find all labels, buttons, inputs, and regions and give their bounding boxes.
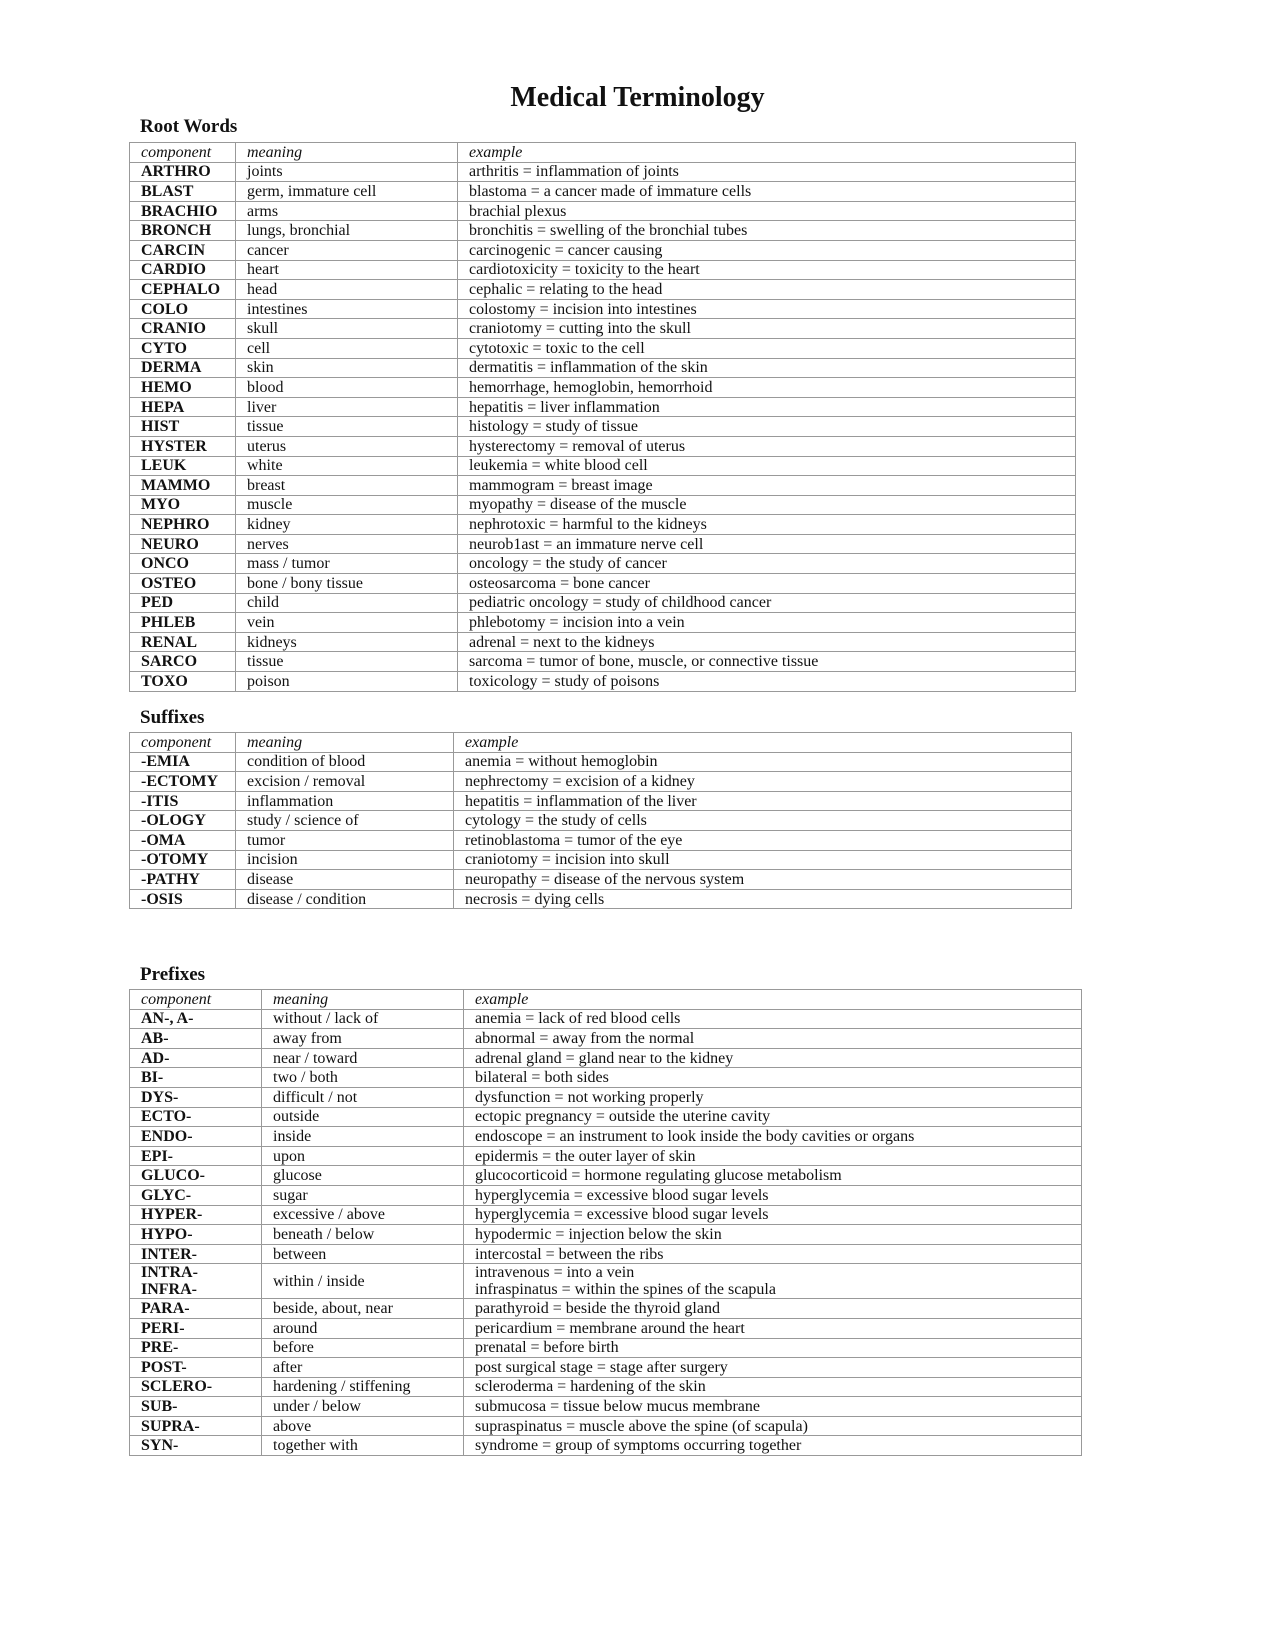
table-row	[130, 830, 1072, 850]
table-header-row	[130, 990, 1082, 1010]
example-cell: hepatitis = liver inflammation	[458, 397, 1076, 417]
table-row	[130, 534, 1076, 554]
component-cell: AD-	[130, 1048, 262, 1068]
component-cell: BRONCH	[130, 221, 236, 241]
table-row	[130, 1358, 1082, 1378]
table-row	[130, 1068, 1082, 1088]
meaning-cell: near / toward	[262, 1048, 464, 1068]
column-header-example: example	[464, 990, 1082, 1010]
example-cell: nephrectomy = excision of a kidney	[454, 772, 1072, 792]
table-row	[130, 162, 1076, 182]
example-cell: sarcoma = tumor of bone, muscle, or connective tissue	[458, 652, 1076, 672]
component-cell: HYSTER	[130, 436, 236, 456]
column-header-meaning: meaning	[262, 990, 464, 1010]
meaning-cell: outside	[262, 1107, 464, 1127]
component-cell: SUB-	[130, 1397, 262, 1417]
meaning-cell: incision	[236, 850, 454, 870]
table-row	[130, 260, 1076, 280]
example-cell: hyperglycemia = excessive blood sugar levels	[464, 1205, 1082, 1225]
component-cell: -ITIS	[130, 791, 236, 811]
suffixes-rows	[130, 752, 1072, 909]
meaning-cell: excision / removal	[236, 772, 454, 792]
meaning-cell: away from	[262, 1029, 464, 1049]
column-header-example: example	[454, 733, 1072, 753]
example-cell	[464, 1264, 1082, 1299]
example-cell: submucosa = tissue below mucus membrane	[464, 1397, 1082, 1417]
example-cell: anemia = without hemoglobin	[454, 752, 1072, 772]
component-cell: -EMIA	[130, 752, 236, 772]
component-cell: HYPO-	[130, 1225, 262, 1245]
page-title: Medical Terminology	[510, 82, 765, 113]
component-cell: PHLEB	[130, 613, 236, 633]
component-cell: RENAL	[130, 632, 236, 652]
table-row	[130, 1166, 1082, 1186]
component-cell: PRE-	[130, 1338, 262, 1358]
table-row	[130, 221, 1076, 241]
example-cell: supraspinatus = muscle above the spine (of scapula)	[464, 1416, 1082, 1436]
component-cell: DERMA	[130, 358, 236, 378]
meaning-cell: kidney	[236, 515, 458, 535]
meaning-cell: difficult / not	[262, 1087, 464, 1107]
example-cell: post surgical stage = stage after surgery	[464, 1358, 1082, 1378]
prefixes-rows	[130, 1009, 1082, 1455]
example-cell-line: infraspinatus = within the spines of the scapula	[475, 1281, 776, 1299]
table-header-row	[130, 143, 1076, 163]
component-cell	[130, 1264, 262, 1299]
component-cell: CARCIN	[130, 240, 236, 260]
example-cell: prenatal = before birth	[464, 1338, 1082, 1358]
example-cell: phlebotomy = incision into a vein	[458, 613, 1076, 633]
meaning-cell: glucose	[262, 1166, 464, 1186]
example-cell: cephalic = relating to the head	[458, 280, 1076, 300]
component-cell: COLO	[130, 299, 236, 319]
meaning-cell: cancer	[236, 240, 458, 260]
component-cell: BRACHIO	[130, 201, 236, 221]
table-row	[130, 1436, 1082, 1456]
example-cell: epidermis = the outer layer of skin	[464, 1146, 1082, 1166]
table-row	[130, 1009, 1082, 1029]
table-row	[130, 201, 1076, 221]
meaning-cell: skull	[236, 319, 458, 339]
component-cell: EPI-	[130, 1146, 262, 1166]
table-row	[130, 1087, 1082, 1107]
component-cell: HEMO	[130, 378, 236, 398]
table-row	[130, 319, 1076, 339]
table-row	[130, 495, 1076, 515]
component-cell: SARCO	[130, 652, 236, 672]
root-words-table	[129, 142, 1076, 692]
column-header-component: component	[130, 143, 236, 163]
meaning-cell: tumor	[236, 830, 454, 850]
meaning-cell: inside	[262, 1127, 464, 1147]
meaning-cell: upon	[262, 1146, 464, 1166]
component-cell: CRANIO	[130, 319, 236, 339]
meaning-cell: nerves	[236, 534, 458, 554]
meaning-cell: mass / tumor	[236, 554, 458, 574]
meaning-cell: head	[236, 280, 458, 300]
component-cell: PED	[130, 593, 236, 613]
example-cell: neurob1ast = an immature nerve cell	[458, 534, 1076, 554]
component-cell: SCLERO-	[130, 1377, 262, 1397]
component-cell-line: INFRA-	[141, 1281, 197, 1299]
table-row	[130, 299, 1076, 319]
example-cell: arthritis = inflammation of joints	[458, 162, 1076, 182]
example-cell: pericardium = membrane around the heart	[464, 1318, 1082, 1338]
suffixes-table	[129, 732, 1072, 909]
example-cell: cytotoxic = toxic to the cell	[458, 338, 1076, 358]
component-cell: MYO	[130, 495, 236, 515]
meaning-cell: condition of blood	[236, 752, 454, 772]
meaning-cell: within / inside	[262, 1264, 464, 1299]
suffixes-heading: Suffixes	[140, 707, 205, 728]
table-row	[130, 1338, 1082, 1358]
meaning-cell: breast	[236, 476, 458, 496]
meaning-cell: together with	[262, 1436, 464, 1456]
table-header-row	[130, 733, 1072, 753]
root-words-rows	[130, 162, 1076, 691]
table-row	[130, 1377, 1082, 1397]
example-cell: adrenal = next to the kidneys	[458, 632, 1076, 652]
table-row	[130, 338, 1076, 358]
example-cell: hypodermic = injection below the skin	[464, 1225, 1082, 1245]
table-row	[130, 378, 1076, 398]
table-row	[130, 1185, 1082, 1205]
table-row	[130, 397, 1076, 417]
example-cell: neuropathy = disease of the nervous system	[454, 870, 1072, 890]
example-cell: histology = study of tissue	[458, 417, 1076, 437]
table-row	[130, 182, 1076, 202]
example-cell: endoscope = an instrument to look inside the body cavities or organs	[464, 1127, 1082, 1147]
table-row	[130, 1264, 1082, 1299]
component-cell: CARDIO	[130, 260, 236, 280]
component-cell: AN-, A-	[130, 1009, 262, 1029]
meaning-cell: vein	[236, 613, 458, 633]
meaning-cell: muscle	[236, 495, 458, 515]
example-cell: hemorrhage, hemoglobin, hemorrhoid	[458, 378, 1076, 398]
meaning-cell: beneath / below	[262, 1225, 464, 1245]
component-cell: LEUK	[130, 456, 236, 476]
example-cell: hepatitis = inflammation of the liver	[454, 791, 1072, 811]
meaning-cell: intestines	[236, 299, 458, 319]
meaning-cell: sugar	[262, 1185, 464, 1205]
meaning-cell: around	[262, 1318, 464, 1338]
meaning-cell: child	[236, 593, 458, 613]
example-cell: cytology = the study of cells	[454, 811, 1072, 831]
meaning-cell: excessive / above	[262, 1205, 464, 1225]
meaning-cell: above	[262, 1416, 464, 1436]
example-cell: oncology = the study of cancer	[458, 554, 1076, 574]
example-cell: mammogram = breast image	[458, 476, 1076, 496]
component-cell: ONCO	[130, 554, 236, 574]
component-cell: BI-	[130, 1068, 262, 1088]
example-cell: retinoblastoma = tumor of the eye	[454, 830, 1072, 850]
component-cell: HEPA	[130, 397, 236, 417]
meaning-cell: before	[262, 1338, 464, 1358]
meaning-cell: disease / condition	[236, 889, 454, 909]
meaning-cell: beside, about, near	[262, 1299, 464, 1319]
table-row	[130, 1244, 1082, 1264]
component-cell: -PATHY	[130, 870, 236, 890]
table-row	[130, 1318, 1082, 1338]
example-cell: dysfunction = not working properly	[464, 1087, 1082, 1107]
example-cell: bronchitis = swelling of the bronchial tubes	[458, 221, 1076, 241]
component-cell: POST-	[130, 1358, 262, 1378]
example-cell: dermatitis = inflammation of the skin	[458, 358, 1076, 378]
example-cell: glucocorticoid = hormone regulating glucose metabolism	[464, 1166, 1082, 1186]
component-cell: -OLOGY	[130, 811, 236, 831]
meaning-cell: under / below	[262, 1397, 464, 1417]
component-cell: BLAST	[130, 182, 236, 202]
table-row	[130, 613, 1076, 633]
meaning-cell: liver	[236, 397, 458, 417]
component-cell: HYPER-	[130, 1205, 262, 1225]
component-cell: -OMA	[130, 830, 236, 850]
component-cell: ENDO-	[130, 1127, 262, 1147]
meaning-cell: blood	[236, 378, 458, 398]
meaning-cell: cell	[236, 338, 458, 358]
example-cell: craniotomy = incision into skull	[454, 850, 1072, 870]
example-cell: pediatric oncology = study of childhood cancer	[458, 593, 1076, 613]
table-row	[130, 1299, 1082, 1319]
meaning-cell: between	[262, 1244, 464, 1264]
example-cell-line: intravenous = into a vein	[475, 1264, 635, 1282]
column-header-component: component	[130, 733, 236, 753]
column-header-example: example	[458, 143, 1076, 163]
table-row	[130, 436, 1076, 456]
table-row	[130, 672, 1076, 692]
component-cell: -OSIS	[130, 889, 236, 909]
meaning-cell: arms	[236, 201, 458, 221]
meaning-cell: skin	[236, 358, 458, 378]
component-cell: CEPHALO	[130, 280, 236, 300]
table-row	[130, 632, 1076, 652]
example-cell: cardiotoxicity = toxicity to the heart	[458, 260, 1076, 280]
table-row	[130, 1146, 1082, 1166]
table-row	[130, 889, 1072, 909]
table-row	[130, 240, 1076, 260]
table-row	[130, 1416, 1082, 1436]
table-row	[130, 456, 1076, 476]
component-cell: -OTOMY	[130, 850, 236, 870]
meaning-cell: disease	[236, 870, 454, 890]
meaning-cell: tissue	[236, 417, 458, 437]
meaning-cell: heart	[236, 260, 458, 280]
table-row	[130, 1225, 1082, 1245]
component-cell: PARA-	[130, 1299, 262, 1319]
component-cell-line: INTRA-	[141, 1264, 198, 1282]
example-cell: scleroderma = hardening of the skin	[464, 1377, 1082, 1397]
meaning-cell: lungs, bronchial	[236, 221, 458, 241]
example-cell: syndrome = group of symptoms occurring together	[464, 1436, 1082, 1456]
table-row	[130, 280, 1076, 300]
component-cell: OSTEO	[130, 574, 236, 594]
meaning-cell: bone / bony tissue	[236, 574, 458, 594]
meaning-cell: hardening / stiffening	[262, 1377, 464, 1397]
component-cell: TOXO	[130, 672, 236, 692]
example-cell: ectopic pregnancy = outside the uterine cavity	[464, 1107, 1082, 1127]
table-row	[130, 593, 1076, 613]
prefixes-table	[129, 989, 1082, 1456]
example-cell: hyperglycemia = excessive blood sugar levels	[464, 1185, 1082, 1205]
table-row	[130, 1127, 1082, 1147]
component-cell: MAMMO	[130, 476, 236, 496]
table-row	[130, 554, 1076, 574]
component-cell: GLYC-	[130, 1185, 262, 1205]
example-cell: brachial plexus	[458, 201, 1076, 221]
table-row	[130, 1029, 1082, 1049]
example-cell: adrenal gland = gland near to the kidney	[464, 1048, 1082, 1068]
column-header-meaning: meaning	[236, 733, 454, 753]
table-row	[130, 772, 1072, 792]
component-cell: GLUCO-	[130, 1166, 262, 1186]
table-row	[130, 358, 1076, 378]
component-cell: AB-	[130, 1029, 262, 1049]
example-cell: blastoma = a cancer made of immature cells	[458, 182, 1076, 202]
example-cell: necrosis = dying cells	[454, 889, 1072, 909]
table-row	[130, 652, 1076, 672]
example-cell: leukemia = white blood cell	[458, 456, 1076, 476]
component-cell: SYN-	[130, 1436, 262, 1456]
table-row	[130, 752, 1072, 772]
meaning-cell: after	[262, 1358, 464, 1378]
component-cell: INTER-	[130, 1244, 262, 1264]
component-cell: -ECTOMY	[130, 772, 236, 792]
example-cell: colostomy = incision into intestines	[458, 299, 1076, 319]
component-cell: ECTO-	[130, 1107, 262, 1127]
root-words-heading: Root Words	[140, 116, 238, 137]
example-cell: osteosarcoma = bone cancer	[458, 574, 1076, 594]
meaning-cell: tissue	[236, 652, 458, 672]
example-cell: hysterectomy = removal of uterus	[458, 436, 1076, 456]
table-row	[130, 417, 1076, 437]
table-row	[130, 515, 1076, 535]
component-cell: PERI-	[130, 1318, 262, 1338]
example-cell: anemia = lack of red blood cells	[464, 1009, 1082, 1029]
component-cell: NEPHRO	[130, 515, 236, 535]
example-cell: carcinogenic = cancer causing	[458, 240, 1076, 260]
example-cell: toxicology = study of poisons	[458, 672, 1076, 692]
meaning-cell: inflammation	[236, 791, 454, 811]
example-cell: abnormal = away from the normal	[464, 1029, 1082, 1049]
table-row	[130, 791, 1072, 811]
meaning-cell: white	[236, 456, 458, 476]
table-row	[130, 870, 1072, 890]
example-cell: craniotomy = cutting into the skull	[458, 319, 1076, 339]
column-header-component: component	[130, 990, 262, 1010]
meaning-cell: without / lack of	[262, 1009, 464, 1029]
column-header-meaning: meaning	[236, 143, 458, 163]
component-cell: ARTHRO	[130, 162, 236, 182]
example-cell: bilateral = both sides	[464, 1068, 1082, 1088]
table-row	[130, 1205, 1082, 1225]
meaning-cell: two / both	[262, 1068, 464, 1088]
table-row	[130, 1048, 1082, 1068]
component-cell: SUPRA-	[130, 1416, 262, 1436]
example-cell: parathyroid = beside the thyroid gland	[464, 1299, 1082, 1319]
table-row	[130, 811, 1072, 831]
meaning-cell: poison	[236, 672, 458, 692]
example-cell: nephrotoxic = harmful to the kidneys	[458, 515, 1076, 535]
meaning-cell: kidneys	[236, 632, 458, 652]
component-cell: CYTO	[130, 338, 236, 358]
meaning-cell: study / science of	[236, 811, 454, 831]
table-row	[130, 476, 1076, 496]
prefixes-heading: Prefixes	[140, 964, 206, 985]
table-row	[130, 574, 1076, 594]
table-row	[130, 1107, 1082, 1127]
example-cell: intercostal = between the ribs	[464, 1244, 1082, 1264]
example-cell: myopathy = disease of the muscle	[458, 495, 1076, 515]
meaning-cell: germ, immature cell	[236, 182, 458, 202]
meaning-cell: uterus	[236, 436, 458, 456]
meaning-cell: joints	[236, 162, 458, 182]
table-row	[130, 1397, 1082, 1417]
component-cell: NEURO	[130, 534, 236, 554]
component-cell: HIST	[130, 417, 236, 437]
component-cell: DYS-	[130, 1087, 262, 1107]
table-row	[130, 850, 1072, 870]
